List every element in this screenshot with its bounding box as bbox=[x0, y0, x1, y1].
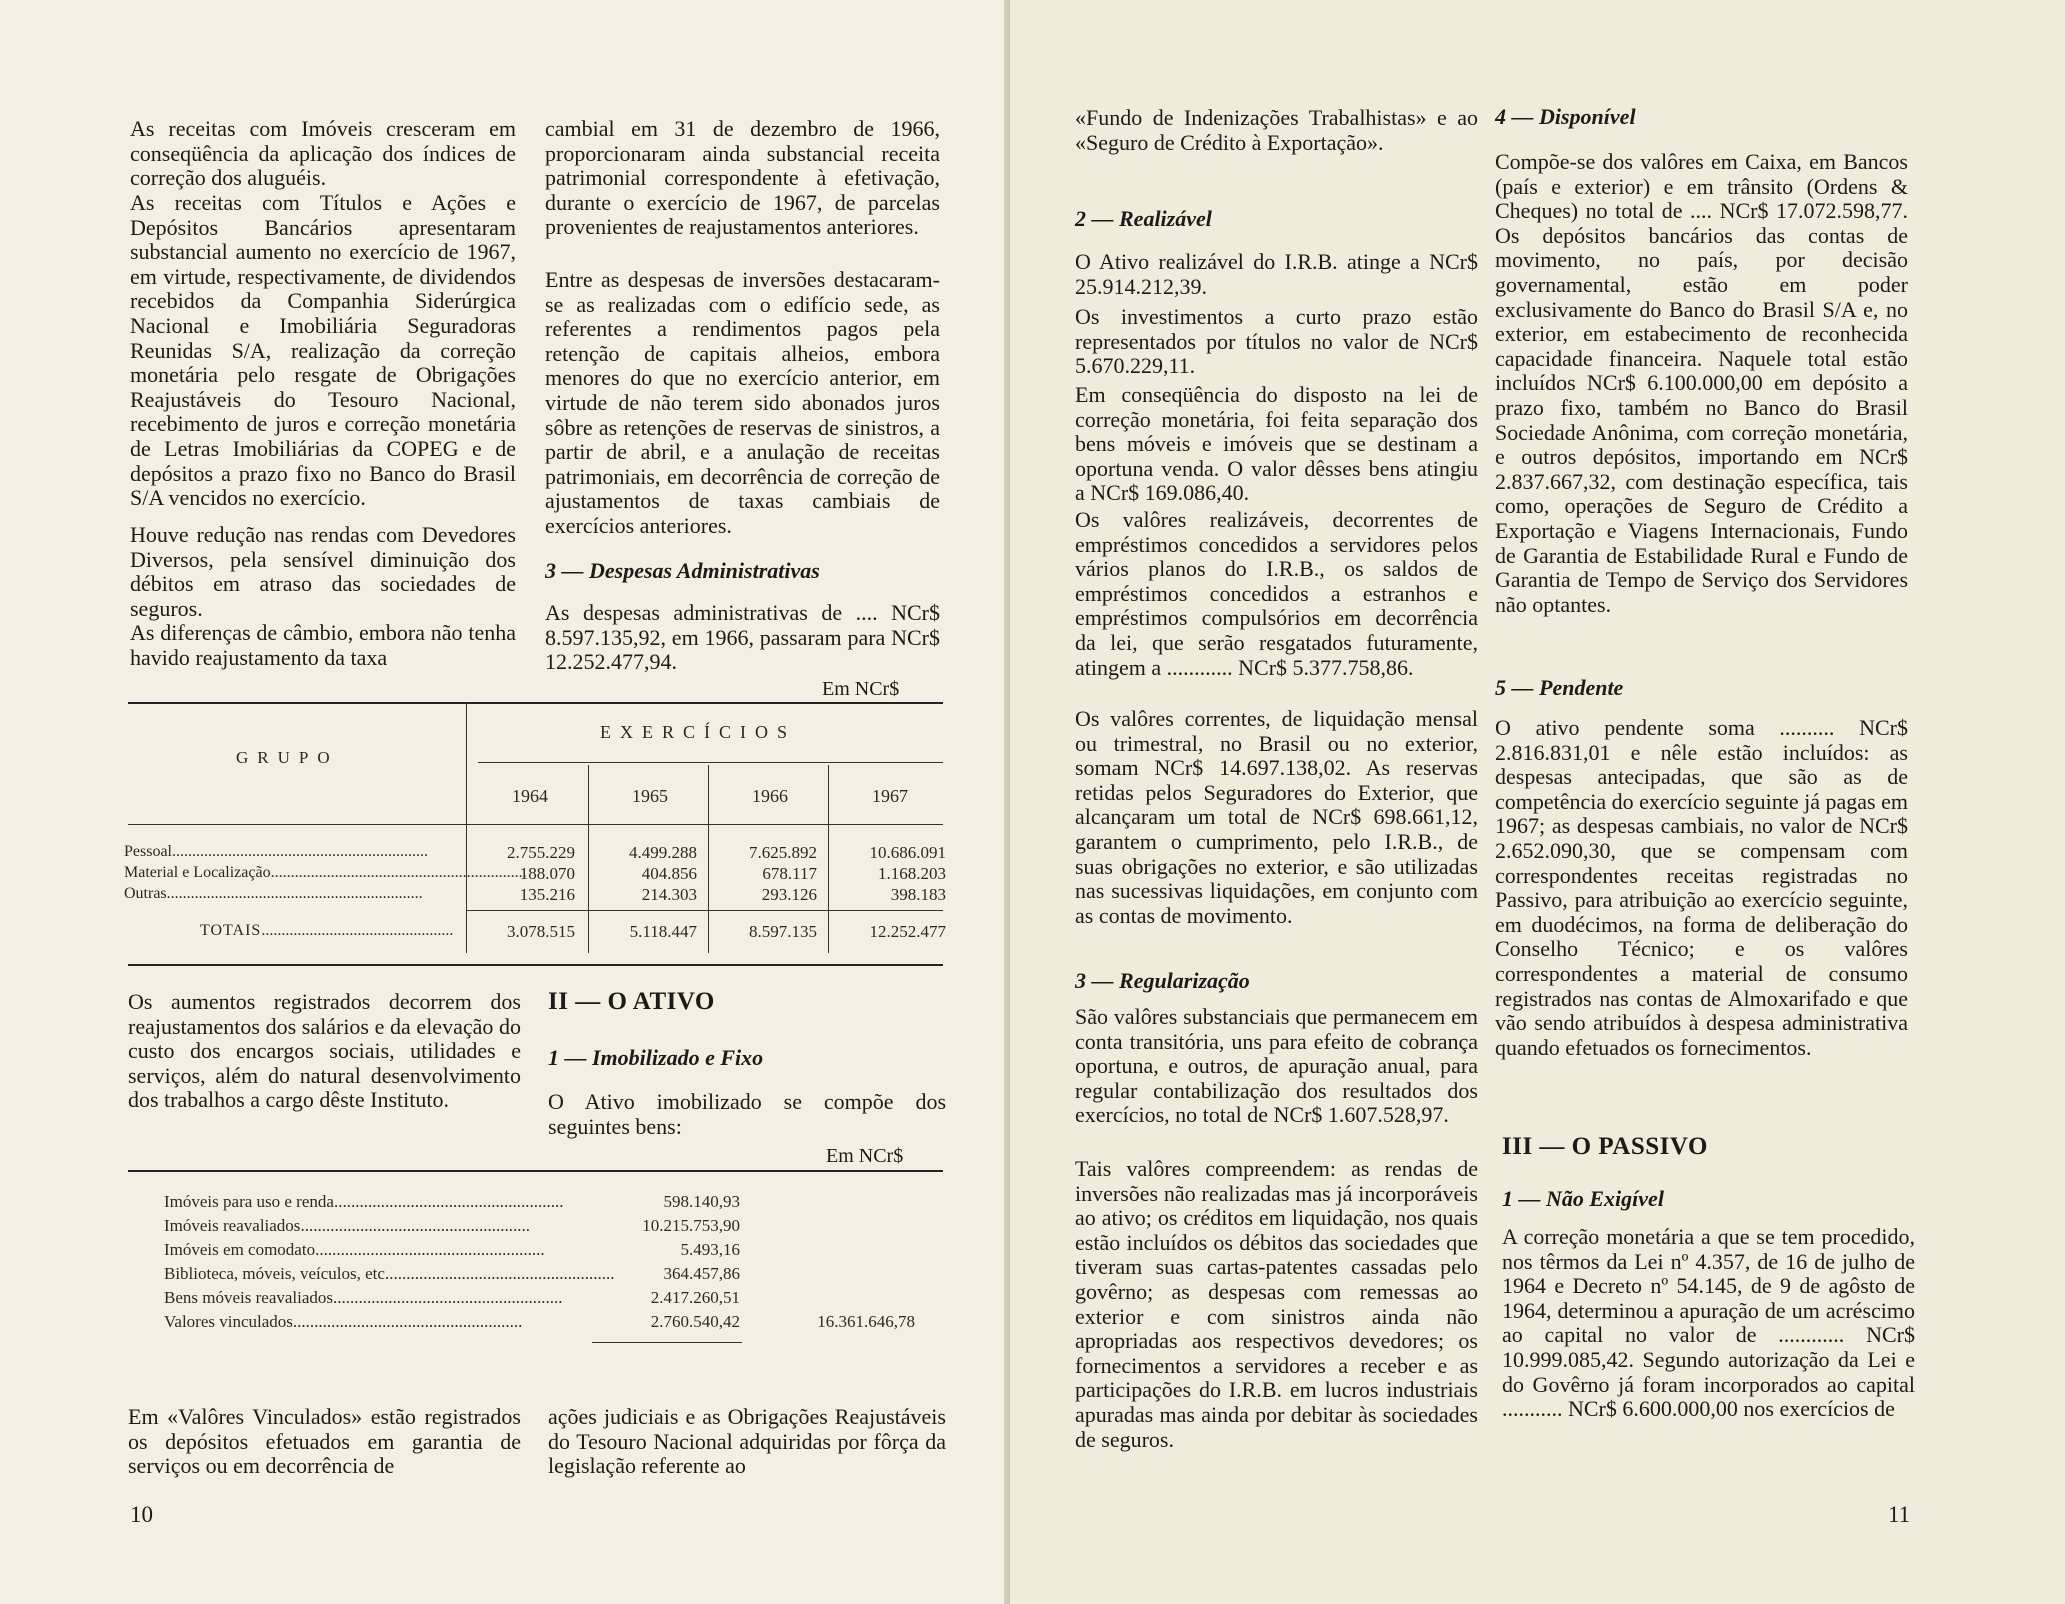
table-row bbox=[164, 1264, 615, 1284]
valores-correntes-paragraph: Os valôres correntes, de liquidação mensal ou trimestral, no Brasil ou no exterior, somam NCr$ 14.697.138,02. As reservas retidas pelos Seguradores do Exterior, que alcançaram um total de NCr$ 698.661,12, garantem o cumprimento, pelo I.R.B., de suas obrigações no exterior, e são utilizadas nas sucessivas liquidações, em conjunto com as contas de movimento. bbox=[1075, 706, 1478, 928]
leader-dots: ...................................................... bbox=[315, 1240, 545, 1259]
value-cell: 598.140,93 bbox=[663, 1192, 740, 1211]
exercicios-rule bbox=[478, 762, 943, 763]
valores-realizaveis-paragraph: Os valôres realizáveis, decorrentes de empréstimos concedidos a servidores pelos vários planos do I.R.B., os saldos de empréstimos concedidos a estranhos e empréstimos compulsórios em decorrência da lei, que serão resgatados futuramente, atingem a ............ NCr$ 5.377.758,86. bbox=[1075, 507, 1478, 680]
year-header: 1965 bbox=[632, 786, 668, 806]
leader-dots: ................................................................ bbox=[172, 843, 428, 860]
pendente-paragraph: O ativo pendente soma .......... NCr$ 2.816.831,01 e nêle estão incluídos: as despesas antecipadas, que são as de competência do exercício seguinte já pagas em 1967; as despesas cambiais, no valor de NCr$ 2.652.090,30, que se compensam com correspondentes receitas registradas no Passivo, para atribuição ao exercício seguinte, em duodécimos, na forma de deliberação do Conselho Técnico; e os valôres correspondentes a material de consumo registrados nas contas de Almoxarifado e que vão sendo atribuídos à despesa administrativa quando efetuados os fornecimentos. bbox=[1495, 715, 1908, 1060]
value-cell: 5.493,16 bbox=[680, 1240, 740, 1259]
grupo-header: GRUPO bbox=[236, 748, 339, 767]
exercicios-header: EXERCÍCIOS bbox=[600, 722, 797, 742]
reducao-rendas-paragraph: Houve redução nas rendas com Devedores Diversos, pela sensível diminuição dos débitos em atraso das sociedades de seguros. bbox=[130, 522, 516, 621]
row-label: Material e Localização bbox=[124, 864, 271, 881]
table-row bbox=[164, 1216, 574, 1236]
left-page bbox=[0, 0, 1010, 1604]
cell: 135.216 bbox=[519, 885, 575, 904]
leader-dots: ................................................................ bbox=[166, 885, 423, 902]
heading-nao-exigivel: 1 — Não Exigível bbox=[1502, 1186, 1664, 1211]
table-divider bbox=[708, 765, 709, 953]
row-label: Valores vinculados bbox=[164, 1312, 293, 1331]
total-rule bbox=[592, 1342, 742, 1343]
table-row bbox=[124, 864, 527, 882]
cambial-paragraph: cambial em 31 de dezembro de 1966, proporcionaram ainda substancial receita patrimonial correspondente à efetivação, durante o exercício de 1967, de parcelas provenientes de reajustamentos anteriores. bbox=[545, 116, 940, 240]
heading-o-ativo: II — O ATIVO bbox=[548, 988, 715, 1015]
heading-disponivel: 4 — Disponível bbox=[1495, 104, 1636, 129]
imobilizado-paragraph: O Ativo imobilizado se compõe dos seguintes bens: bbox=[548, 1089, 946, 1139]
row-label: Pessoal bbox=[124, 843, 172, 860]
heading-pendente: 5 — Pendente bbox=[1495, 675, 1624, 700]
cell: 2.755.229 bbox=[507, 843, 575, 862]
totals-row bbox=[200, 922, 459, 940]
cell: 1.168.203 bbox=[878, 864, 946, 883]
cell: 188.070 bbox=[519, 864, 575, 883]
diferencas-cambio-paragraph: As diferenças de câmbio, embora não tenha havido reajustamento da taxa bbox=[130, 620, 516, 670]
total-cell: 3.078.515 bbox=[507, 922, 575, 941]
table-top-rule bbox=[128, 1170, 943, 1172]
valores-vinculados-paragraph: Em «Valôres Vinculados» estão registrados os depósitos efetuados em garantia de serviços ou em decorrência de bbox=[128, 1404, 521, 1479]
table-divider bbox=[466, 703, 467, 953]
heading-o-passivo: III — O PASSIVO bbox=[1502, 1133, 1708, 1160]
cell: 10.686.091 bbox=[869, 843, 946, 862]
table-row bbox=[164, 1312, 574, 1332]
despesas-inversoes-paragraph: Entre as despesas de inversões destacaram-se as realizadas com o edifício sede, as referentes a rendimentos pagos pela retenção de capitais alheios, embora menores do que no exercício anterior, em virtude de não terem sido abonados juros sôbre as retenções de reservas de sinistros, a partir de abril, e a anulação de receitas patrimoniais, em decorrência de correção de ajustamentos de taxas cambiais de exercícios anteriores. bbox=[545, 267, 940, 538]
cell: 4.499.288 bbox=[629, 843, 697, 862]
receitas-imoveis-paragraph: As receitas com Imóveis cresceram em conseqüência da aplicação dos índices de correção dos aluguéis. bbox=[130, 116, 516, 191]
leader-dots: ...................................................... bbox=[384, 1264, 615, 1283]
total-cell: 12.252.477 bbox=[869, 922, 946, 941]
separacao-bens-paragraph: Em conseqüência do disposto na lei de correção monetária, foi feita separação dos bens móveis e imóveis que se destinam a oportuna venda. O valor dêsses bens atingiu a NCr$ 169.086,40. bbox=[1075, 382, 1478, 506]
row-label: Imóveis em comodato bbox=[164, 1240, 316, 1259]
value-cell: 364.457,86 bbox=[663, 1264, 740, 1283]
heading-realizavel: 2 — Realizável bbox=[1075, 206, 1212, 231]
leader-dots: ...................................................... bbox=[333, 1288, 563, 1307]
acoes-judiciais-paragraph: ações judiciais e as Obrigações Reajustáveis do Tesouro Nacional adquiridas por fôrça da legislação referente ao bbox=[548, 1404, 946, 1479]
leader-dots: ................................................ bbox=[261, 922, 454, 939]
table-divider bbox=[588, 765, 589, 953]
table-row bbox=[164, 1288, 574, 1308]
table-row bbox=[124, 843, 459, 861]
table-bottom-rule bbox=[128, 964, 943, 966]
nao-exigivel-paragraph: A correção monetária a que se tem procedido, nos têrmos da Lei nº 4.357, de 16 de julho de 1964 e Decreto nº 54.145, de 9 de agôsto de 1964, determinou a apuração de um acréscimo ao capital no valor de ............ NCr$ 10.999.085,42. Segundo autorização da Lei e do Govêrno já foram incorporados ao capital ........... NCr$ 6.600.000,00 nos exercícios de bbox=[1502, 1224, 1915, 1422]
year-header: 1966 bbox=[752, 786, 788, 806]
row-label: Imóveis para uso e renda bbox=[164, 1192, 334, 1211]
page-number-right: 11 bbox=[1888, 1502, 1911, 1527]
receitas-titulos-paragraph: As receitas com Títulos e Ações e Depósitos Bancários apresentaram substancial aumento no exercício de 1967, em virtude, respectivamente, de dividendos recebidos da Companhia Siderúrgica Nacional e Imobiliária Seguradoras Reunidas S/A, realização da correção monetária pelo resgate de Obrigações Reajustáveis do Tesouro Nacional, recebimento de juros e correção monetária de Letras Imobiliárias da COPEG e de depósitos a prazo fixo no Banco do Brasil S/A vencidos no exercício. bbox=[130, 190, 516, 511]
year-header: 1964 bbox=[512, 786, 548, 806]
total-value: 16.361.646,78 bbox=[817, 1312, 915, 1331]
leader-dots: ................................................................ bbox=[270, 864, 527, 881]
page-number-left: 10 bbox=[130, 1502, 153, 1527]
row-label: Biblioteca, móveis, veículos, etc bbox=[164, 1264, 385, 1283]
cell: 398.183 bbox=[890, 885, 946, 904]
value-cell: 2.760.540,42 bbox=[650, 1312, 740, 1331]
leader-dots: ...................................................... bbox=[333, 1192, 564, 1211]
table-header-rule bbox=[128, 824, 943, 825]
despesas-administrativas-paragraph: As despesas administrativas de .... NCr$ 8.597.135,92, em 1966, passaram para NCr$ 12.252.477,94. bbox=[545, 600, 940, 675]
cell: 293.126 bbox=[761, 885, 817, 904]
total-cell: 5.118.447 bbox=[629, 922, 697, 941]
leader-dots: ...................................................... bbox=[300, 1216, 530, 1235]
value-cell: 2.417.260,51 bbox=[650, 1288, 740, 1307]
table-row bbox=[124, 885, 459, 903]
heading-despesas-administrativas: 3 — Despesas Administrativas bbox=[545, 558, 820, 583]
aumentos-paragraph: Os aumentos registrados decorrem dos reajustamentos dos salários e da elevação do custo dos encargos sociais, utilidades e serviços, além do natural desenvolvimento dos trabalhos a cargo dêste Instituto. bbox=[128, 989, 521, 1113]
table-top-rule bbox=[128, 702, 943, 704]
cell: 678.117 bbox=[762, 864, 817, 883]
realizavel-paragraph: O Ativo realizável do I.R.B. atinge a NCr$ 25.914.212,39. bbox=[1075, 249, 1478, 299]
row-label: Bens móveis reavaliados bbox=[164, 1288, 334, 1307]
table-divider bbox=[828, 765, 829, 953]
right-page bbox=[1010, 0, 2065, 1604]
cell: 7.625.892 bbox=[749, 843, 817, 862]
leader-dots: ...................................................... bbox=[292, 1312, 523, 1331]
investimentos-paragraph: Os investimentos a curto prazo estão representados por títulos no valor de NCr$ 5.670.229,11. bbox=[1075, 304, 1478, 379]
row-label: Imóveis reavaliados bbox=[164, 1216, 301, 1235]
regularizacao-paragraph: São valôres substanciais que permanecem em conta transitória, uns para efeito de cobrança oportuna, e outros, de apuração anual, para regular contabilização dos resultados dos exercícios, no total de NCr$ 1.607.528,97. bbox=[1075, 1004, 1478, 1128]
table-row bbox=[164, 1192, 574, 1212]
heading-regularizacao: 3 — Regularização bbox=[1075, 968, 1250, 993]
cell: 214.303 bbox=[641, 885, 697, 904]
total-cell: 8.597.135 bbox=[749, 922, 817, 941]
row-label: Outras bbox=[124, 885, 167, 902]
fundo-indenizacoes-paragraph: «Fundo de Indenizações Trabalhistas» e ao «Seguro de Crédito à Exportação». bbox=[1075, 105, 1478, 155]
totals-label: TOTAIS bbox=[200, 922, 262, 939]
cell: 404.856 bbox=[641, 864, 697, 883]
value-cell: 10.215.753,90 bbox=[642, 1216, 740, 1235]
year-header: 1967 bbox=[872, 786, 908, 806]
em-ncr-label: Em NCr$ bbox=[822, 678, 900, 700]
disponivel-paragraph: Compõe-se dos valôres em Caixa, em Bancos (país e exterior) e em trânsito (Ordens & Cheques) no total de .... NCr$ 17.072.598,77. Os depósitos bancários das contas de movimento, no país, por decisão governamental, estão em poder exclusivamente do Banco do Brasil S/A e, no exterior, em estabecimento de reconhecida capacidade financeira. Naquele total estão incluídos NCr$ 6.100.000,00 em depósito a prazo fixo, também no Banco do Brasil Sociedade Anônima, com correção monetária, e outros depósitos, importando em NCr$ 2.837.667,32, com destinação específica, tais como, operações de Seguro de Crédito a Exportação e Viagens Internacionais, Fundo de Garantia de Estabilidade Rural e Fundo de Garantia de Tempo de Serviço dos Servidores não optantes. bbox=[1495, 149, 1908, 617]
heading-imobilizado: 1 — Imobilizado e Fixo bbox=[548, 1045, 764, 1070]
tais-valores-paragraph: Tais valôres compreendem: as rendas de inversões não realizadas mas já incorporáveis ao ativo; os créditos em liquidação, nos quais estão incluídos os débitos das sociedades que tiveram suas cartas-patentes cassadas pelo govêrno; as despesas com remessas ao exterior e com sinistros ainda não apropriadas aos respectivos devedores; os fornecimentos a servidores a receber e as participações do I.R.B. em lucros industriais apuradas mas ainda por debitar às sociedades de seguros. bbox=[1075, 1156, 1478, 1452]
totals-rule bbox=[466, 910, 943, 911]
table-row bbox=[164, 1240, 574, 1260]
em-ncr-label: Em NCr$ bbox=[826, 1145, 904, 1167]
